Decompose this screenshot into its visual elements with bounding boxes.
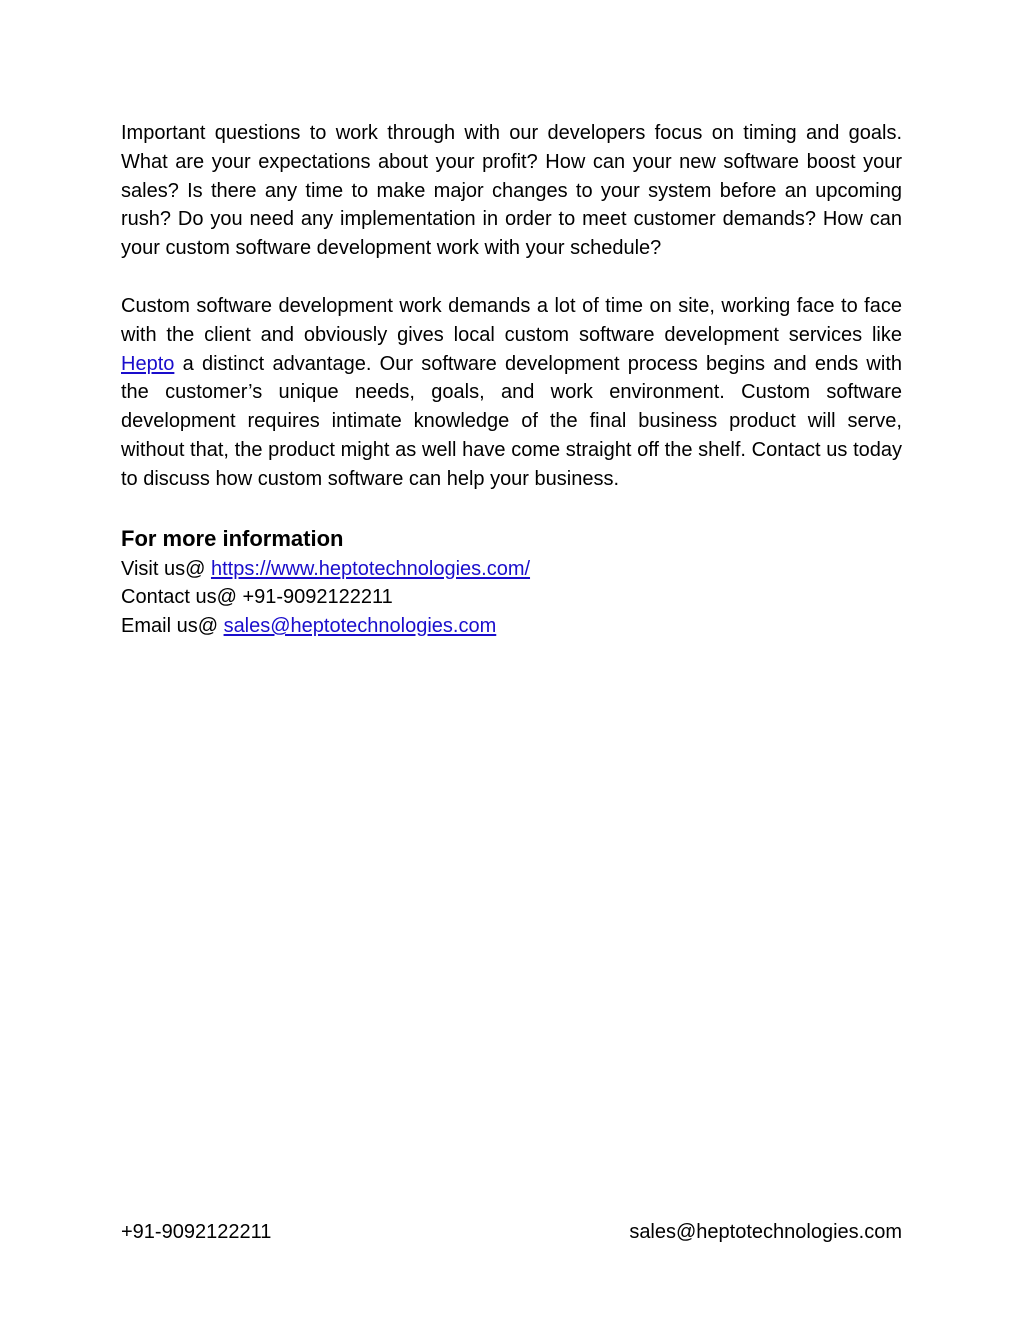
email-link[interactable]: sales@heptotechnologies.com [223, 614, 497, 637]
website-link[interactable]: https://www.heptotechnologies.com/ [210, 557, 531, 580]
visit-label: Visit us@ [121, 557, 211, 580]
paragraph-questions: Important questions to work through with our developers focus on timing and goals. What are your expectations about your profit? How can your new software boost your sales? Is there any time to make major changes to your system before an upcoming rush? Do you need any implementation in order to meet customer demands? How can your custom software development work with your schedule? [121, 122, 902, 260]
paragraph-text-after-link: a distinct advantage. Our software development process begins and ends with the customer’s unique needs, goals, and work environment. Custom software development requires intimate knowledge of the final business product will serve, without that, the product might as well have come straight off the shelf. Contact us today to discuss how custom software can help your business. [121, 352, 902, 490]
page-body [121, 119, 902, 640]
contact-label: Contact us@ [121, 586, 243, 609]
hepto-link[interactable]: Hepto [121, 352, 175, 375]
footer-email: sales@heptotechnologies.com [629, 1221, 902, 1243]
more-info-heading: For more information [121, 525, 344, 551]
paragraph-custom-development [121, 292, 902, 494]
visit-line [121, 555, 902, 584]
contact-line [121, 583, 902, 612]
contact-phone: +91-9092122211 [242, 586, 393, 609]
email-label: Email us@ [121, 614, 224, 637]
footer-phone: +91-9092122211 [121, 1221, 272, 1243]
paragraph-text-before-link: Custom software development work demands a lot of time on site, working face to face with the client and obviously gives local custom software development services like [121, 294, 902, 346]
email-line [121, 612, 902, 641]
